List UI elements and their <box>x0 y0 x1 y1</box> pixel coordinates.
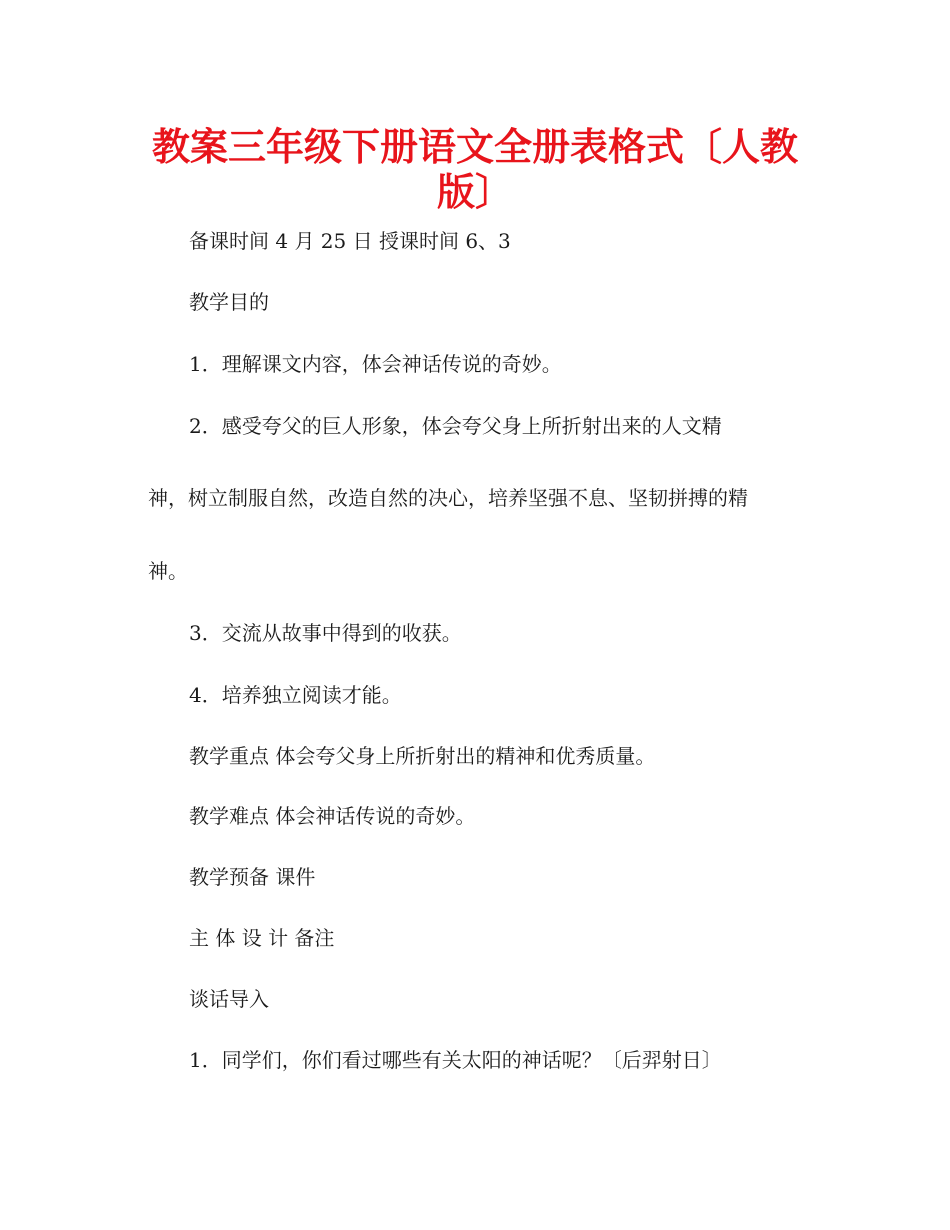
document-title-line-1: 教案三年级下册语文全册表格式〔人教 <box>151 125 798 169</box>
teaching-difficulty-line: 教学难点 体会神话传说的奇妙。 <box>189 804 476 828</box>
objective-item-2-end: 神。 <box>148 559 188 583</box>
introduction-heading: 谈话导入 <box>189 987 269 1011</box>
teaching-preparation-line: 教学预备 课件 <box>189 865 316 889</box>
objective-item-2-continued: 神，树立制服自然，改造自然的决心，培养坚强不息、坚韧拼搏的精 <box>148 486 748 510</box>
prep-time-line: 备课时间 4 月 25 日 授课时间 6、3 <box>189 229 511 253</box>
objective-item-3: 3．交流从故事中得到的收获。 <box>189 621 462 645</box>
objective-item-2: 2．感受夸父的巨人形象，体会夸父身上所折射出来的人文精 <box>189 414 722 438</box>
objective-item-1: 1．理解课文内容，体会神话传说的奇妙。 <box>189 352 562 376</box>
main-design-heading: 主 体 设 计 备注 <box>189 926 335 950</box>
teaching-objectives-heading: 教学目的 <box>189 290 269 314</box>
objective-item-4: 4．培养独立阅读才能。 <box>189 683 402 707</box>
teaching-focus-line: 教学重点 体会夸父身上所折射出的精神和优秀质量。 <box>189 744 656 768</box>
introduction-item-1: 1．同学们，你们看过哪些有关太阳的神话呢？〔后羿射日〕 <box>189 1048 722 1072</box>
document-title-line-2: 版〕 <box>436 170 513 214</box>
